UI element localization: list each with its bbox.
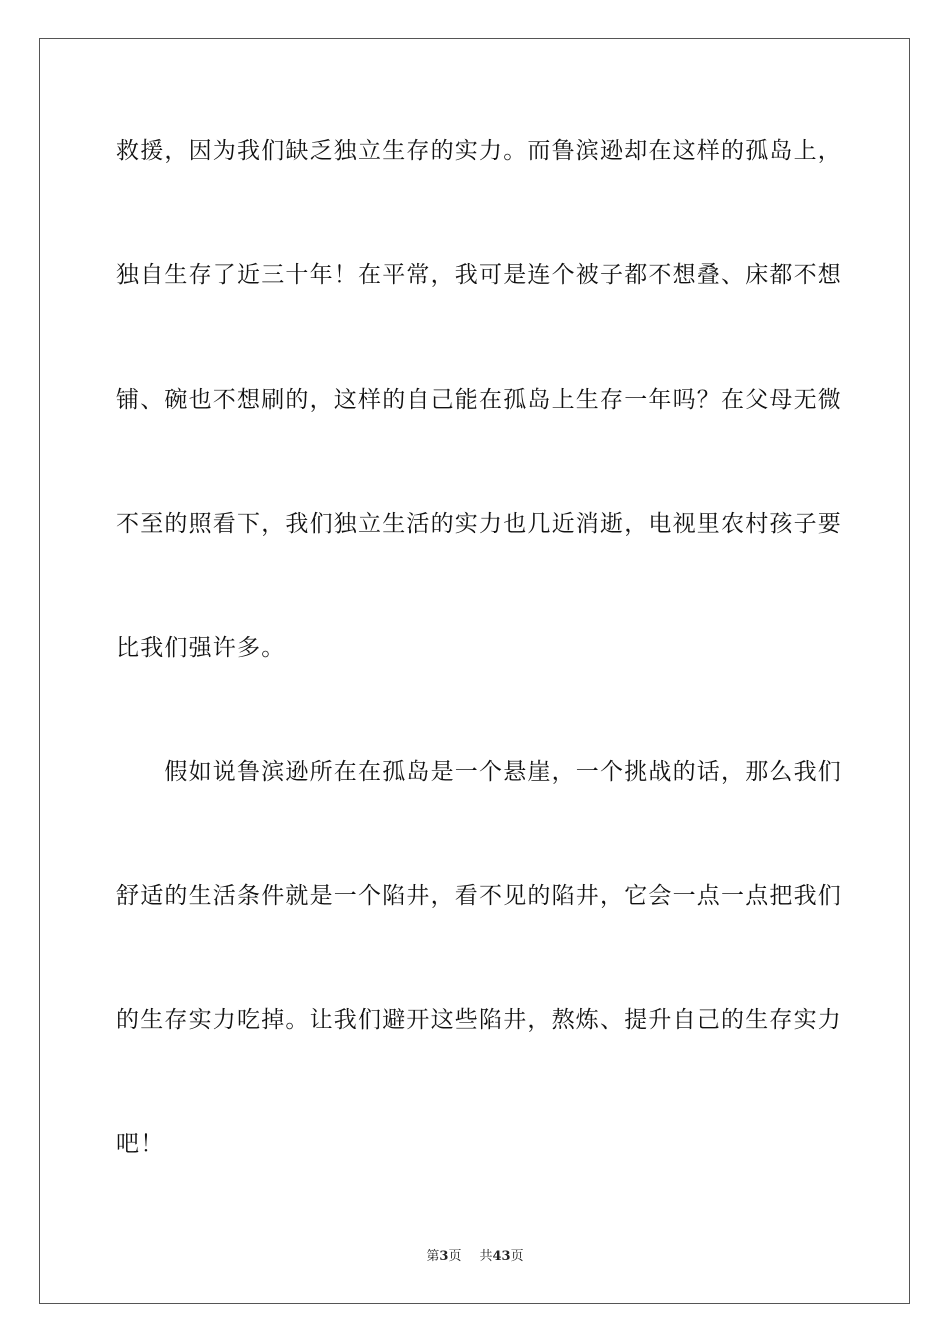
body-line-9: 吧！	[116, 1131, 165, 1157]
body-line-4: 不至的照看下，我们独立生活的实力也几近消逝，电视里农村孩子要	[116, 511, 842, 537]
body-line-1: 救援，因为我们缺乏独立生存的实力。而鲁滨逊却在这样的孤岛上，	[116, 138, 842, 164]
body-line-6: 假如说鲁滨逊所在在孤岛是一个悬崖，一个挑战的话，那么我们	[116, 759, 842, 785]
total-suffix: 页	[510, 1249, 524, 1264]
page-prefix: 第	[426, 1249, 440, 1264]
total-prefix: 共	[479, 1249, 493, 1264]
page-suffix: 页	[448, 1249, 462, 1264]
body-line-8: 的生存实力吃掉。让我们避开这些陷井，熬炼、提升自己的生存实力	[116, 1007, 842, 1033]
page-footer	[0, 1248, 950, 1266]
body-line-3: 铺、碗也不想刷的，这样的自己能在孤岛上生存一年吗？在父母无微	[116, 387, 842, 413]
page-frame	[39, 38, 910, 1304]
page-number: 3	[439, 1249, 449, 1264]
body-line-5: 比我们强许多。	[116, 635, 286, 661]
body-line-2: 独自生存了近三十年！在平常，我可是连个被子都不想叠、床都不想	[116, 262, 842, 288]
body-line-7: 舒适的生活条件就是一个陷井，看不见的陷井，它会一点一点把我们	[116, 883, 842, 909]
total-pages: 43	[492, 1249, 511, 1264]
